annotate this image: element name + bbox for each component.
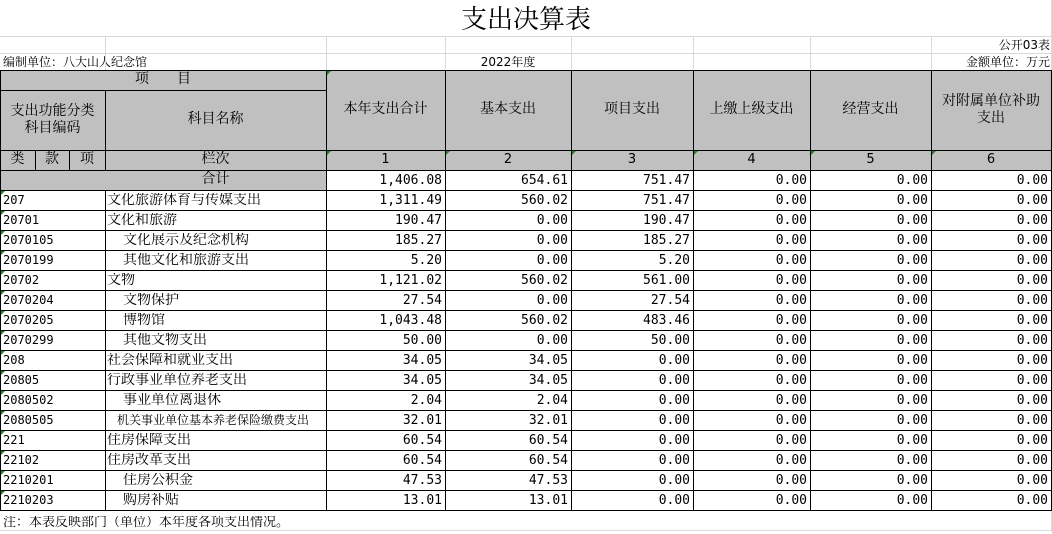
grid-line	[326, 53, 327, 70]
row-value: 0.00	[775, 214, 807, 228]
cell-marker	[327, 71, 331, 75]
row-value: 0.00	[658, 474, 690, 488]
row-code: 2070105	[3, 234, 54, 247]
row-code: 2210203	[3, 494, 54, 507]
row-value: 0.00	[536, 294, 568, 308]
cell-marker	[1, 251, 5, 255]
row-value: 0.00	[536, 334, 568, 348]
row-code: 2070199	[3, 254, 54, 267]
row-value: 0.00	[896, 214, 928, 228]
cell-marker	[932, 151, 936, 155]
column-number: 1	[381, 151, 390, 167]
row-value: 0.00	[1016, 334, 1048, 348]
grid-line	[810, 36, 811, 53]
row-code: 20702	[3, 274, 40, 287]
row-value: 0.00	[658, 394, 690, 408]
row-value: 751.47	[643, 194, 690, 208]
row-value: 1,043.48	[379, 314, 442, 328]
row-value: 60.54	[402, 434, 442, 448]
row-value: 0.00	[1016, 414, 1048, 428]
row-code: 221	[3, 434, 25, 447]
row-value: 560.02	[521, 194, 568, 208]
row-value: 1,121.02	[379, 274, 442, 288]
total-value: 654.61	[521, 174, 568, 188]
cell-marker	[811, 151, 815, 155]
cell-marker	[1, 451, 5, 455]
row-value: 50.00	[402, 334, 442, 348]
row-value: 50.00	[650, 334, 690, 348]
lei-header: 类	[10, 151, 25, 168]
header-line: 支出功能分类	[10, 102, 95, 119]
row-value: 190.47	[643, 214, 690, 228]
cell-marker	[1, 431, 5, 435]
row-value: 185.27	[395, 234, 442, 248]
row-value: 27.54	[650, 294, 690, 308]
xiang-header: 项	[80, 151, 94, 168]
row-value: 0.00	[1016, 314, 1048, 328]
row-value: 0.00	[1016, 214, 1048, 228]
row-value: 0.00	[896, 234, 928, 248]
row-subject-name: 博物馆	[123, 313, 165, 328]
kuan-header: 款	[45, 151, 59, 168]
row-code: 2070299	[3, 334, 54, 347]
grid-line	[931, 53, 932, 70]
row-value: 0.00	[775, 234, 807, 248]
row-value: 185.27	[643, 234, 690, 248]
total-value: 751.47	[643, 174, 690, 188]
row-value: 0.00	[775, 274, 807, 288]
row-value: 0.00	[536, 234, 568, 248]
report-title: 支出决算表	[460, 5, 591, 35]
row-subject-name: 文化和旅游	[107, 213, 177, 228]
grid-line	[105, 36, 106, 53]
row-subject-name: 文物保护	[123, 293, 179, 308]
column-index-label: 栏次	[201, 151, 230, 168]
total-expenditure-header: 本年支出合计	[343, 101, 428, 118]
row-value: 2.04	[410, 394, 442, 408]
row-value: 0.00	[1016, 234, 1048, 248]
cell-marker	[1, 391, 5, 395]
operating-expenditure-header: 经营支出	[842, 101, 899, 118]
row-value: 60.54	[528, 434, 568, 448]
row-subject-name: 住房保障支出	[107, 433, 191, 448]
row-value: 0.00	[775, 194, 807, 208]
row-subject-name: 文化旅游体育与传媒支出	[107, 193, 261, 208]
row-code: 2070205	[3, 314, 54, 327]
row-value: 0.00	[775, 414, 807, 428]
cell-marker	[1, 351, 5, 355]
cell-marker	[1, 371, 5, 375]
row-value: 0.00	[658, 354, 690, 368]
row-code: 207	[3, 194, 25, 207]
row-value: 0.00	[775, 294, 807, 308]
row-value: 47.53	[402, 474, 442, 488]
row-value: 190.47	[395, 214, 442, 228]
total-row-label: 合计	[201, 171, 230, 188]
cell-marker	[1, 491, 5, 495]
compiling-unit: 编制单位：八大山人纪念馆	[3, 56, 148, 69]
row-code: 2080502	[3, 394, 54, 407]
row-value: 0.00	[1016, 434, 1048, 448]
row-value: 0.00	[1016, 374, 1048, 388]
row-value: 0.00	[658, 494, 690, 508]
column-number: 3	[627, 151, 637, 167]
cell-marker	[1, 211, 5, 215]
row-value: 0.00	[1016, 494, 1048, 508]
row-value: 0.00	[775, 354, 807, 368]
table-number: 公开03表	[998, 39, 1050, 52]
grid-line	[810, 53, 811, 70]
row-subject-name: 其他文物支出	[123, 333, 207, 348]
row-value: 0.00	[658, 434, 690, 448]
grid-line	[0, 53, 1052, 54]
grid-line	[571, 53, 572, 70]
row-value: 32.01	[528, 414, 568, 428]
row-value: 561.00	[643, 274, 690, 288]
cell-marker	[1, 311, 5, 315]
cell-marker	[694, 151, 698, 155]
row-value: 0.00	[658, 414, 690, 428]
column-number: 4	[747, 151, 756, 167]
row-value: 0.00	[536, 214, 568, 228]
row-subject-name: 社会保障和就业支出	[107, 353, 233, 368]
row-value: 1,311.49	[379, 194, 442, 208]
row-value: 0.00	[775, 334, 807, 348]
row-value: 0.00	[775, 314, 807, 328]
row-subject-name: 行政事业单位养老支出	[107, 373, 247, 388]
row-value: 0.00	[896, 314, 928, 328]
total-value: 0.00	[1016, 174, 1048, 188]
row-value: 0.00	[1016, 274, 1048, 288]
row-value: 0.00	[896, 294, 928, 308]
row-value: 0.00	[1016, 474, 1048, 488]
function-code-header	[0, 90, 105, 150]
note-text: 注：本表反映部门（单位）本年度各项支出情况。	[3, 516, 290, 530]
item-header: 项 目	[135, 71, 191, 88]
row-subject-name: 其他文化和旅游支出	[123, 253, 249, 268]
grid-line	[571, 36, 572, 53]
cell-marker	[1, 331, 5, 335]
row-value: 0.00	[775, 474, 807, 488]
row-value: 2.04	[536, 394, 568, 408]
row-value: 0.00	[775, 254, 807, 268]
row-subject-name: 文物	[107, 273, 135, 288]
row-value: 32.01	[402, 414, 442, 428]
grid-line	[693, 53, 694, 70]
row-value: 0.00	[536, 254, 568, 268]
upper-remittance-header: 上缴上级支出	[709, 101, 794, 118]
row-subject-name: 购房补贴	[123, 493, 179, 508]
row-value: 34.05	[402, 354, 442, 368]
row-value: 560.02	[521, 314, 568, 328]
row-value: 0.00	[896, 194, 928, 208]
cell-marker	[327, 151, 331, 155]
grid-line	[445, 36, 446, 53]
row-value: 0.00	[1016, 354, 1048, 368]
grid-line	[693, 36, 694, 53]
row-value: 0.00	[896, 394, 928, 408]
row-value: 60.54	[528, 454, 568, 468]
row-subject-name: 文化展示及纪念机构	[123, 233, 249, 248]
row-value: 0.00	[896, 454, 928, 468]
basic-expenditure-header: 基本支出	[480, 101, 536, 118]
subsidy-expenditure-header	[931, 70, 1051, 150]
column-number: 5	[866, 151, 875, 167]
row-value: 0.00	[775, 374, 807, 388]
row-value: 34.05	[402, 374, 442, 388]
row-value: 0.00	[896, 474, 928, 488]
cell-marker	[446, 151, 450, 155]
grid-line	[931, 36, 932, 53]
row-subject-name: 事业单位离退休	[123, 393, 221, 408]
total-value: 1,406.08	[379, 174, 442, 188]
cell-marker	[1, 291, 5, 295]
row-code: 22102	[3, 454, 40, 467]
row-value: 0.00	[775, 434, 807, 448]
cell-marker	[1, 271, 5, 275]
row-value: 5.20	[658, 254, 690, 268]
row-value: 34.05	[528, 354, 568, 368]
row-value: 0.00	[896, 434, 928, 448]
row-value: 13.01	[402, 494, 442, 508]
grid-line	[0, 530, 1052, 531]
cell-marker	[1, 231, 5, 235]
row-value: 0.00	[896, 414, 928, 428]
row-value: 560.02	[521, 274, 568, 288]
row-code: 2080505	[3, 414, 54, 427]
row-value: 0.00	[1016, 194, 1048, 208]
row-code: 2070204	[3, 294, 54, 307]
row-value: 0.00	[896, 374, 928, 388]
grid-line	[0, 36, 1052, 37]
total-value: 0.00	[775, 174, 807, 188]
row-value: 0.00	[896, 494, 928, 508]
grid-line	[105, 53, 106, 70]
row-value: 0.00	[896, 354, 928, 368]
row-value: 0.00	[896, 274, 928, 288]
column-number: 6	[986, 151, 996, 167]
grid-line	[326, 36, 327, 53]
row-value: 0.00	[896, 334, 928, 348]
row-value: 0.00	[775, 394, 807, 408]
row-value: 0.00	[658, 374, 690, 388]
row-value: 0.00	[1016, 294, 1048, 308]
grid-line	[445, 53, 446, 70]
row-code: 2210201	[3, 474, 54, 487]
row-value: 0.00	[1016, 454, 1048, 468]
row-value: 0.00	[1016, 254, 1048, 268]
project-expenditure-header: 项目支出	[604, 101, 660, 118]
row-value: 483.46	[643, 314, 690, 328]
row-value: 0.00	[775, 454, 807, 468]
row-value: 0.00	[658, 454, 690, 468]
subject-name-header: 科目名称	[187, 111, 244, 128]
row-value: 47.53	[528, 474, 568, 488]
row-subject-name: 机关事业单位基本养老保险缴费支出	[117, 414, 310, 427]
row-value: 27.54	[402, 294, 442, 308]
row-subject-name: 住房公积金	[123, 473, 193, 488]
row-code: 208	[3, 354, 25, 367]
total-value: 0.00	[896, 174, 928, 188]
row-value: 60.54	[402, 454, 442, 468]
row-value: 5.20	[410, 254, 442, 268]
row-value: 13.01	[528, 494, 568, 508]
row-value: 0.00	[775, 494, 807, 508]
row-subject-name: 住房改革支出	[107, 453, 191, 468]
header-line: 科目编码	[24, 120, 81, 136]
cell-marker	[1, 471, 5, 475]
fiscal-year: 2022年度	[480, 56, 536, 69]
row-value: 0.00	[1016, 394, 1048, 408]
amount-unit: 金额单位：万元	[965, 56, 1050, 69]
header-line: 对附属单位补助	[942, 92, 1040, 109]
header-line: 支出	[977, 110, 1005, 126]
row-code: 20701	[3, 214, 40, 227]
cell-marker	[1, 411, 5, 415]
column-number: 2	[503, 151, 513, 167]
cell-marker	[1, 191, 5, 195]
row-code: 20805	[3, 374, 40, 387]
cell-marker	[572, 151, 576, 155]
row-value: 0.00	[896, 254, 928, 268]
row-value: 34.05	[528, 374, 568, 388]
